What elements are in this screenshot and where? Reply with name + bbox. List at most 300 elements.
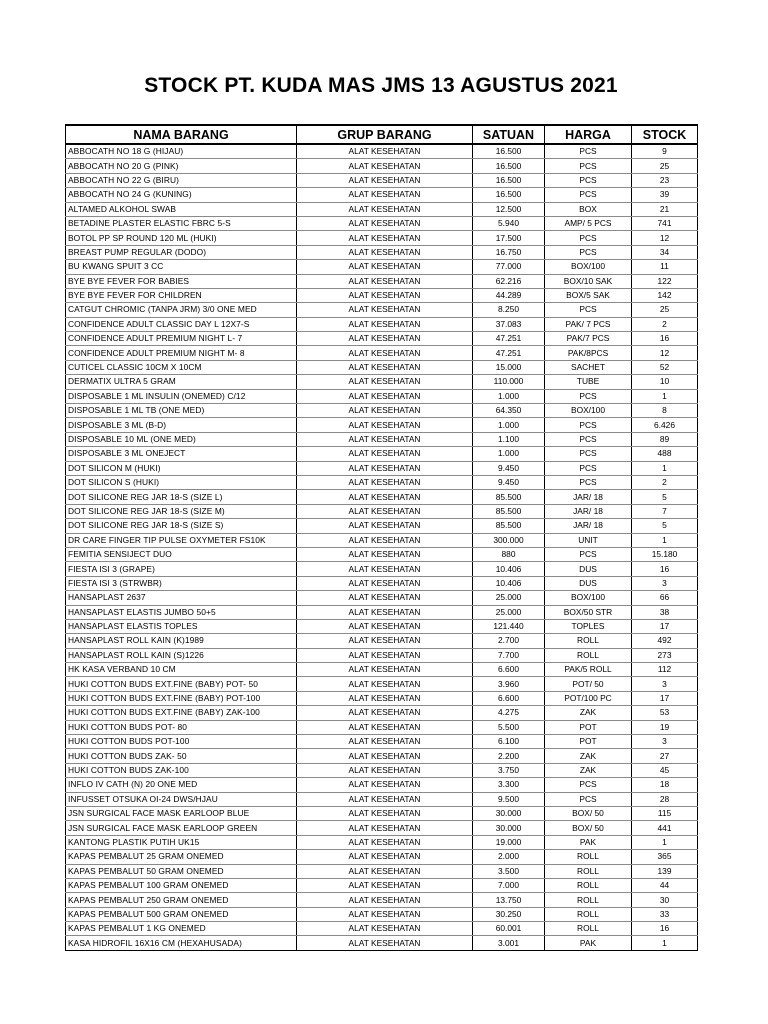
- harga-cell: BOX/ 50: [545, 821, 632, 835]
- harga-cell: ROLL: [545, 922, 632, 936]
- satuan-cell: 4.275: [473, 706, 545, 720]
- item-name-cell: ALTAMED ALKOHOL SWAB: [66, 202, 297, 216]
- stock-cell: 33: [632, 907, 698, 921]
- item-name-cell: DOT SILICONE REG JAR 18-S (SIZE S): [66, 519, 297, 533]
- group-cell: ALAT KESEHATAN: [297, 490, 473, 504]
- group-cell: ALAT KESEHATAN: [297, 216, 473, 230]
- satuan-cell: 44.289: [473, 288, 545, 302]
- item-name-cell: DISPOSABLE 1 ML TB (ONE MED): [66, 404, 297, 418]
- item-name-cell: CUTICEL CLASSIC 10CM X 10CM: [66, 360, 297, 374]
- group-cell: ALAT KESEHATAN: [297, 907, 473, 921]
- harga-cell: PCS: [545, 432, 632, 446]
- item-name-cell: BU KWANG SPUIT 3 CC: [66, 260, 297, 274]
- harga-cell: PCS: [545, 447, 632, 461]
- group-cell: ALAT KESEHATAN: [297, 519, 473, 533]
- stock-cell: 1: [632, 389, 698, 403]
- group-cell: ALAT KESEHATAN: [297, 332, 473, 346]
- stock-cell: 3: [632, 735, 698, 749]
- table-row: [66, 461, 698, 475]
- harga-cell: PCS: [545, 792, 632, 806]
- table-row: [66, 260, 698, 274]
- item-name-cell: KASA HIDROFIL 16X16 CM (HEXAHUSADA): [66, 936, 297, 950]
- satuan-cell: 6.600: [473, 663, 545, 677]
- harga-cell: BOX/50 STR: [545, 605, 632, 619]
- stock-cell: 3: [632, 677, 698, 691]
- table-row: [66, 835, 698, 849]
- item-name-cell: KANTONG PLASTIK PUTIH UK15: [66, 835, 297, 849]
- group-cell: ALAT KESEHATAN: [297, 404, 473, 418]
- item-name-cell: KAPAS PEMBALUT 500 GRAM ONEMED: [66, 907, 297, 921]
- harga-cell: PCS: [545, 461, 632, 475]
- table-row: [66, 619, 698, 633]
- item-name-cell: DISPOSABLE 3 ML ONEJECT: [66, 447, 297, 461]
- item-name-cell: DISPOSABLE 10 ML (ONE MED): [66, 432, 297, 446]
- harga-cell: ROLL: [545, 893, 632, 907]
- harga-cell: ZAK: [545, 706, 632, 720]
- satuan-cell: 30.000: [473, 821, 545, 835]
- table-row: [66, 475, 698, 489]
- group-cell: ALAT KESEHATAN: [297, 202, 473, 216]
- item-name-cell: JSN SURGICAL FACE MASK EARLOOP BLUE: [66, 806, 297, 820]
- satuan-cell: 6.600: [473, 691, 545, 705]
- satuan-cell: 47.251: [473, 332, 545, 346]
- group-cell: ALAT KESEHATAN: [297, 677, 473, 691]
- table-row: [66, 504, 698, 518]
- stock-cell: 44: [632, 878, 698, 892]
- harga-cell: PCS: [545, 144, 632, 159]
- table-row: [66, 821, 698, 835]
- satuan-cell: 60.001: [473, 922, 545, 936]
- group-cell: ALAT KESEHATAN: [297, 576, 473, 590]
- harga-cell: PAK/8PCS: [545, 346, 632, 360]
- stock-cell: 18: [632, 778, 698, 792]
- stock-cell: 1: [632, 533, 698, 547]
- satuan-cell: 85.500: [473, 490, 545, 504]
- satuan-cell: 47.251: [473, 346, 545, 360]
- harga-cell: BOX: [545, 202, 632, 216]
- group-cell: ALAT KESEHATAN: [297, 317, 473, 331]
- group-cell: ALAT KESEHATAN: [297, 159, 473, 173]
- table-row: [66, 159, 698, 173]
- table-row: [66, 778, 698, 792]
- stock-cell: 741: [632, 216, 698, 230]
- stock-cell: 28: [632, 792, 698, 806]
- satuan-cell: 3.001: [473, 936, 545, 950]
- table-row: [66, 173, 698, 187]
- satuan-cell: 10.406: [473, 576, 545, 590]
- harga-cell: PCS: [545, 231, 632, 245]
- harga-cell: ROLL: [545, 878, 632, 892]
- table-row: [66, 245, 698, 259]
- satuan-cell: 3.300: [473, 778, 545, 792]
- harga-cell: ZAK: [545, 749, 632, 763]
- satuan-cell: 5.940: [473, 216, 545, 230]
- item-name-cell: HUKI COTTON BUDS EXT.FINE (BABY) POT- 50: [66, 677, 297, 691]
- stock-cell: 10: [632, 375, 698, 389]
- header-nama-barang: NAMA BARANG: [66, 125, 297, 144]
- stock-cell: 488: [632, 447, 698, 461]
- satuan-cell: 85.500: [473, 519, 545, 533]
- harga-cell: ROLL: [545, 634, 632, 648]
- stock-cell: 52: [632, 360, 698, 374]
- group-cell: ALAT KESEHATAN: [297, 792, 473, 806]
- harga-cell: ZAK: [545, 763, 632, 777]
- table-row: [66, 648, 698, 662]
- table-row: [66, 332, 698, 346]
- stock-cell: 45: [632, 763, 698, 777]
- table-body: [66, 144, 698, 950]
- stock-cell: 139: [632, 864, 698, 878]
- satuan-cell: 110.000: [473, 375, 545, 389]
- item-name-cell: DERMATIX ULTRA 5 GRAM: [66, 375, 297, 389]
- stock-cell: 16: [632, 332, 698, 346]
- group-cell: ALAT KESEHATAN: [297, 303, 473, 317]
- harga-cell: DUS: [545, 576, 632, 590]
- group-cell: ALAT KESEHATAN: [297, 619, 473, 633]
- stock-cell: 8: [632, 404, 698, 418]
- table-row: [66, 144, 698, 159]
- group-cell: ALAT KESEHATAN: [297, 360, 473, 374]
- table-row: [66, 634, 698, 648]
- satuan-cell: 10.406: [473, 562, 545, 576]
- satuan-cell: 15.000: [473, 360, 545, 374]
- stock-cell: 9: [632, 144, 698, 159]
- satuan-cell: 64.350: [473, 404, 545, 418]
- satuan-cell: 3.500: [473, 864, 545, 878]
- group-cell: ALAT KESEHATAN: [297, 188, 473, 202]
- table-row: [66, 850, 698, 864]
- satuan-cell: 1.000: [473, 447, 545, 461]
- header-satuan: SATUAN: [473, 125, 545, 144]
- group-cell: ALAT KESEHATAN: [297, 763, 473, 777]
- table-row: [66, 864, 698, 878]
- stock-cell: 39: [632, 188, 698, 202]
- harga-cell: BOX/100: [545, 260, 632, 274]
- item-name-cell: DOT SILICON S (HUKI): [66, 475, 297, 489]
- item-name-cell: HUKI COTTON BUDS EXT.FINE (BABY) POT-100: [66, 691, 297, 705]
- harga-cell: JAR/ 18: [545, 490, 632, 504]
- stock-cell: 365: [632, 850, 698, 864]
- item-name-cell: HK KASA VERBAND 10 CM: [66, 663, 297, 677]
- item-name-cell: KAPAS PEMBALUT 250 GRAM ONEMED: [66, 893, 297, 907]
- item-name-cell: BYE BYE FEVER FOR CHILDREN: [66, 288, 297, 302]
- table-row: [66, 922, 698, 936]
- item-name-cell: KAPAS PEMBALUT 1 KG ONEMED: [66, 922, 297, 936]
- satuan-cell: 16.500: [473, 173, 545, 187]
- harga-cell: JAR/ 18: [545, 504, 632, 518]
- item-name-cell: HUKI COTTON BUDS ZAK-100: [66, 763, 297, 777]
- harga-cell: ROLL: [545, 648, 632, 662]
- table-row: [66, 562, 698, 576]
- stock-cell: 7: [632, 504, 698, 518]
- table-row: [66, 936, 698, 950]
- item-name-cell: DISPOSABLE 3 ML (B-D): [66, 418, 297, 432]
- item-name-cell: KAPAS PEMBALUT 100 GRAM ONEMED: [66, 878, 297, 892]
- satuan-cell: 77.000: [473, 260, 545, 274]
- stock-cell: 441: [632, 821, 698, 835]
- item-name-cell: HANSAPLAST ELASTIS JUMBO 50+5: [66, 605, 297, 619]
- harga-cell: PCS: [545, 778, 632, 792]
- group-cell: ALAT KESEHATAN: [297, 547, 473, 561]
- table-row: [66, 447, 698, 461]
- table-row: [66, 576, 698, 590]
- stock-cell: 5: [632, 490, 698, 504]
- item-name-cell: BREAST PUMP REGULAR (DODO): [66, 245, 297, 259]
- stock-cell: 12: [632, 231, 698, 245]
- stock-cell: 16: [632, 922, 698, 936]
- group-cell: ALAT KESEHATAN: [297, 346, 473, 360]
- item-name-cell: CONFIDENCE ADULT PREMIUM NIGHT M- 8: [66, 346, 297, 360]
- satuan-cell: 7.700: [473, 648, 545, 662]
- stock-cell: 1: [632, 835, 698, 849]
- satuan-cell: 25.000: [473, 605, 545, 619]
- stock-cell: 53: [632, 706, 698, 720]
- group-cell: ALAT KESEHATAN: [297, 591, 473, 605]
- group-cell: ALAT KESEHATAN: [297, 749, 473, 763]
- satuan-cell: 3.750: [473, 763, 545, 777]
- stock-cell: 17: [632, 619, 698, 633]
- page-title: STOCK PT. KUDA MAS JMS 13 AGUSTUS 2021: [144, 74, 618, 97]
- stock-table: [65, 124, 698, 951]
- harga-cell: PAK/5 ROLL: [545, 663, 632, 677]
- satuan-cell: 2.700: [473, 634, 545, 648]
- table-row: [66, 691, 698, 705]
- group-cell: ALAT KESEHATAN: [297, 173, 473, 187]
- group-cell: ALAT KESEHATAN: [297, 231, 473, 245]
- satuan-cell: 19.000: [473, 835, 545, 849]
- table-row: [66, 346, 698, 360]
- item-name-cell: DOT SILICONE REG JAR 18-S (SIZE M): [66, 504, 297, 518]
- satuan-cell: 16.500: [473, 144, 545, 159]
- stock-cell: 27: [632, 749, 698, 763]
- stock-cell: 30: [632, 893, 698, 907]
- stock-cell: 1: [632, 936, 698, 950]
- item-name-cell: JSN SURGICAL FACE MASK EARLOOP GREEN: [66, 821, 297, 835]
- header-stock: STOCK: [632, 125, 698, 144]
- satuan-cell: 6.100: [473, 735, 545, 749]
- harga-cell: PCS: [545, 547, 632, 561]
- stock-cell: 3: [632, 576, 698, 590]
- stock-cell: 142: [632, 288, 698, 302]
- satuan-cell: 16.750: [473, 245, 545, 259]
- item-name-cell: HUKI COTTON BUDS POT-100: [66, 735, 297, 749]
- group-cell: ALAT KESEHATAN: [297, 821, 473, 835]
- group-cell: ALAT KESEHATAN: [297, 706, 473, 720]
- stock-cell: 1: [632, 461, 698, 475]
- group-cell: ALAT KESEHATAN: [297, 864, 473, 878]
- item-name-cell: INFUSSET OTSUKA OI-24 DWS/HJAU: [66, 792, 297, 806]
- satuan-cell: 2.200: [473, 749, 545, 763]
- harga-cell: PCS: [545, 303, 632, 317]
- item-name-cell: FEMITIA SENSIJECT DUO: [66, 547, 297, 561]
- table-row: [66, 533, 698, 547]
- table-row: [66, 519, 698, 533]
- stock-cell: 2: [632, 475, 698, 489]
- stock-cell: 12: [632, 346, 698, 360]
- satuan-cell: 7.000: [473, 878, 545, 892]
- group-cell: ALAT KESEHATAN: [297, 936, 473, 950]
- satuan-cell: 9.500: [473, 792, 545, 806]
- harga-cell: PCS: [545, 475, 632, 489]
- harga-cell: PCS: [545, 389, 632, 403]
- group-cell: ALAT KESEHATAN: [297, 634, 473, 648]
- item-name-cell: HUKI COTTON BUDS ZAK- 50: [66, 749, 297, 763]
- table-row: [66, 907, 698, 921]
- item-name-cell: KAPAS PEMBALUT 25 GRAM ONEMED: [66, 850, 297, 864]
- group-cell: ALAT KESEHATAN: [297, 878, 473, 892]
- group-cell: ALAT KESEHATAN: [297, 144, 473, 159]
- table-row: [66, 720, 698, 734]
- harga-cell: ROLL: [545, 907, 632, 921]
- satuan-cell: 16.500: [473, 188, 545, 202]
- satuan-cell: 30.000: [473, 806, 545, 820]
- stock-cell: 115: [632, 806, 698, 820]
- harga-cell: PAK: [545, 936, 632, 950]
- group-cell: ALAT KESEHATAN: [297, 850, 473, 864]
- group-cell: ALAT KESEHATAN: [297, 504, 473, 518]
- satuan-cell: 2.000: [473, 850, 545, 864]
- item-name-cell: HANSAPLAST ELASTIS TOPLES: [66, 619, 297, 633]
- table-row: [66, 490, 698, 504]
- group-cell: ALAT KESEHATAN: [297, 663, 473, 677]
- group-cell: ALAT KESEHATAN: [297, 605, 473, 619]
- satuan-cell: 13.750: [473, 893, 545, 907]
- table-row: [66, 792, 698, 806]
- item-name-cell: HANSAPLAST ROLL KAIN (S)1226: [66, 648, 297, 662]
- stock-cell: 2: [632, 317, 698, 331]
- harga-cell: PCS: [545, 418, 632, 432]
- item-name-cell: CATGUT CHROMIC (TANPA JRM) 3/0 ONE MED: [66, 303, 297, 317]
- harga-cell: POT/100 PC: [545, 691, 632, 705]
- group-cell: ALAT KESEHATAN: [297, 893, 473, 907]
- item-name-cell: HANSAPLAST 2637: [66, 591, 297, 605]
- harga-cell: PCS: [545, 173, 632, 187]
- stock-cell: 17: [632, 691, 698, 705]
- group-cell: ALAT KESEHATAN: [297, 648, 473, 662]
- stock-cell: 23: [632, 173, 698, 187]
- harga-cell: ROLL: [545, 850, 632, 864]
- stock-cell: 38: [632, 605, 698, 619]
- satuan-cell: 16.500: [473, 159, 545, 173]
- table-row: [66, 188, 698, 202]
- table-row: [66, 806, 698, 820]
- group-cell: ALAT KESEHATAN: [297, 778, 473, 792]
- item-name-cell: ABBOCATH NO 20 G (PINK): [66, 159, 297, 173]
- table-row: [66, 605, 698, 619]
- group-cell: ALAT KESEHATAN: [297, 418, 473, 432]
- harga-cell: TOPLES: [545, 619, 632, 633]
- group-cell: ALAT KESEHATAN: [297, 447, 473, 461]
- item-name-cell: CONFIDENCE ADULT CLASSIC DAY L 12X7-S: [66, 317, 297, 331]
- group-cell: ALAT KESEHATAN: [297, 245, 473, 259]
- group-cell: ALAT KESEHATAN: [297, 475, 473, 489]
- table-header: [66, 125, 698, 144]
- satuan-cell: 25.000: [473, 591, 545, 605]
- satuan-cell: 5.500: [473, 720, 545, 734]
- stock-cell: 112: [632, 663, 698, 677]
- stock-cell: 122: [632, 274, 698, 288]
- satuan-cell: 1.000: [473, 389, 545, 403]
- satuan-cell: 1.100: [473, 432, 545, 446]
- satuan-cell: 300.000: [473, 533, 545, 547]
- satuan-cell: 62.216: [473, 274, 545, 288]
- harga-cell: PAK: [545, 835, 632, 849]
- stock-cell: 19: [632, 720, 698, 734]
- satuan-cell: 3.960: [473, 677, 545, 691]
- harga-cell: SACHET: [545, 360, 632, 374]
- table-row: [66, 360, 698, 374]
- table-row: [66, 274, 698, 288]
- stock-cell: 5: [632, 519, 698, 533]
- table-row: [66, 749, 698, 763]
- table-row: [66, 677, 698, 691]
- item-name-cell: BYE BYE FEVER FOR BABIES: [66, 274, 297, 288]
- group-cell: ALAT KESEHATAN: [297, 432, 473, 446]
- stock-cell: 11: [632, 260, 698, 274]
- stock-cell: 34: [632, 245, 698, 259]
- satuan-cell: 12.500: [473, 202, 545, 216]
- table-row: [66, 317, 698, 331]
- harga-cell: BOX/100: [545, 591, 632, 605]
- harga-cell: AMP/ 5 PCS: [545, 216, 632, 230]
- group-cell: ALAT KESEHATAN: [297, 274, 473, 288]
- harga-cell: PAK/ 7 PCS: [545, 317, 632, 331]
- harga-cell: TUBE: [545, 375, 632, 389]
- satuan-cell: 880: [473, 547, 545, 561]
- table-row: [66, 763, 698, 777]
- item-name-cell: BOTOL PP SP ROUND 120 ML (HUKI): [66, 231, 297, 245]
- satuan-cell: 17.500: [473, 231, 545, 245]
- stock-cell: 15.180: [632, 547, 698, 561]
- harga-cell: PAK/7 PCS: [545, 332, 632, 346]
- stock-cell: 492: [632, 634, 698, 648]
- item-name-cell: DR CARE FINGER TIP PULSE OXYMETER FS10K: [66, 533, 297, 547]
- item-name-cell: DOT SILICONE REG JAR 18-S (SIZE L): [66, 490, 297, 504]
- group-cell: ALAT KESEHATAN: [297, 806, 473, 820]
- group-cell: ALAT KESEHATAN: [297, 533, 473, 547]
- harga-cell: BOX/100: [545, 404, 632, 418]
- harga-cell: BOX/5 SAK: [545, 288, 632, 302]
- item-name-cell: HANSAPLAST ROLL KAIN (K)1989: [66, 634, 297, 648]
- harga-cell: JAR/ 18: [545, 519, 632, 533]
- table-row: [66, 663, 698, 677]
- table-row: [66, 231, 698, 245]
- table-row: [66, 202, 698, 216]
- satuan-cell: 8.250: [473, 303, 545, 317]
- item-name-cell: KAPAS PEMBALUT 50 GRAM ONEMED: [66, 864, 297, 878]
- stock-cell: 25: [632, 159, 698, 173]
- harga-cell: BOX/10 SAK: [545, 274, 632, 288]
- harga-cell: ROLL: [545, 864, 632, 878]
- table-row: [66, 216, 698, 230]
- item-name-cell: DISPOSABLE 1 ML INSULIN (ONEMED) C/12: [66, 389, 297, 403]
- harga-cell: DUS: [545, 562, 632, 576]
- table-row: [66, 706, 698, 720]
- stock-cell: 6.426: [632, 418, 698, 432]
- item-name-cell: CONFIDENCE ADULT PREMIUM NIGHT L- 7: [66, 332, 297, 346]
- item-name-cell: BETADINE PLASTER ELASTIC FBRC 5-S: [66, 216, 297, 230]
- harga-cell: BOX/ 50: [545, 806, 632, 820]
- table-row: [66, 735, 698, 749]
- stock-cell: 16: [632, 562, 698, 576]
- item-name-cell: FIESTA ISI 3 (GRAPE): [66, 562, 297, 576]
- item-name-cell: INFLO IV CATH (N) 20 ONE MED: [66, 778, 297, 792]
- stock-cell: 25: [632, 303, 698, 317]
- group-cell: ALAT KESEHATAN: [297, 461, 473, 475]
- item-name-cell: ABBOCATH NO 18 G (HIJAU): [66, 144, 297, 159]
- item-name-cell: DOT SILICON M (HUKI): [66, 461, 297, 475]
- item-name-cell: ABBOCATH NO 22 G (BIRU): [66, 173, 297, 187]
